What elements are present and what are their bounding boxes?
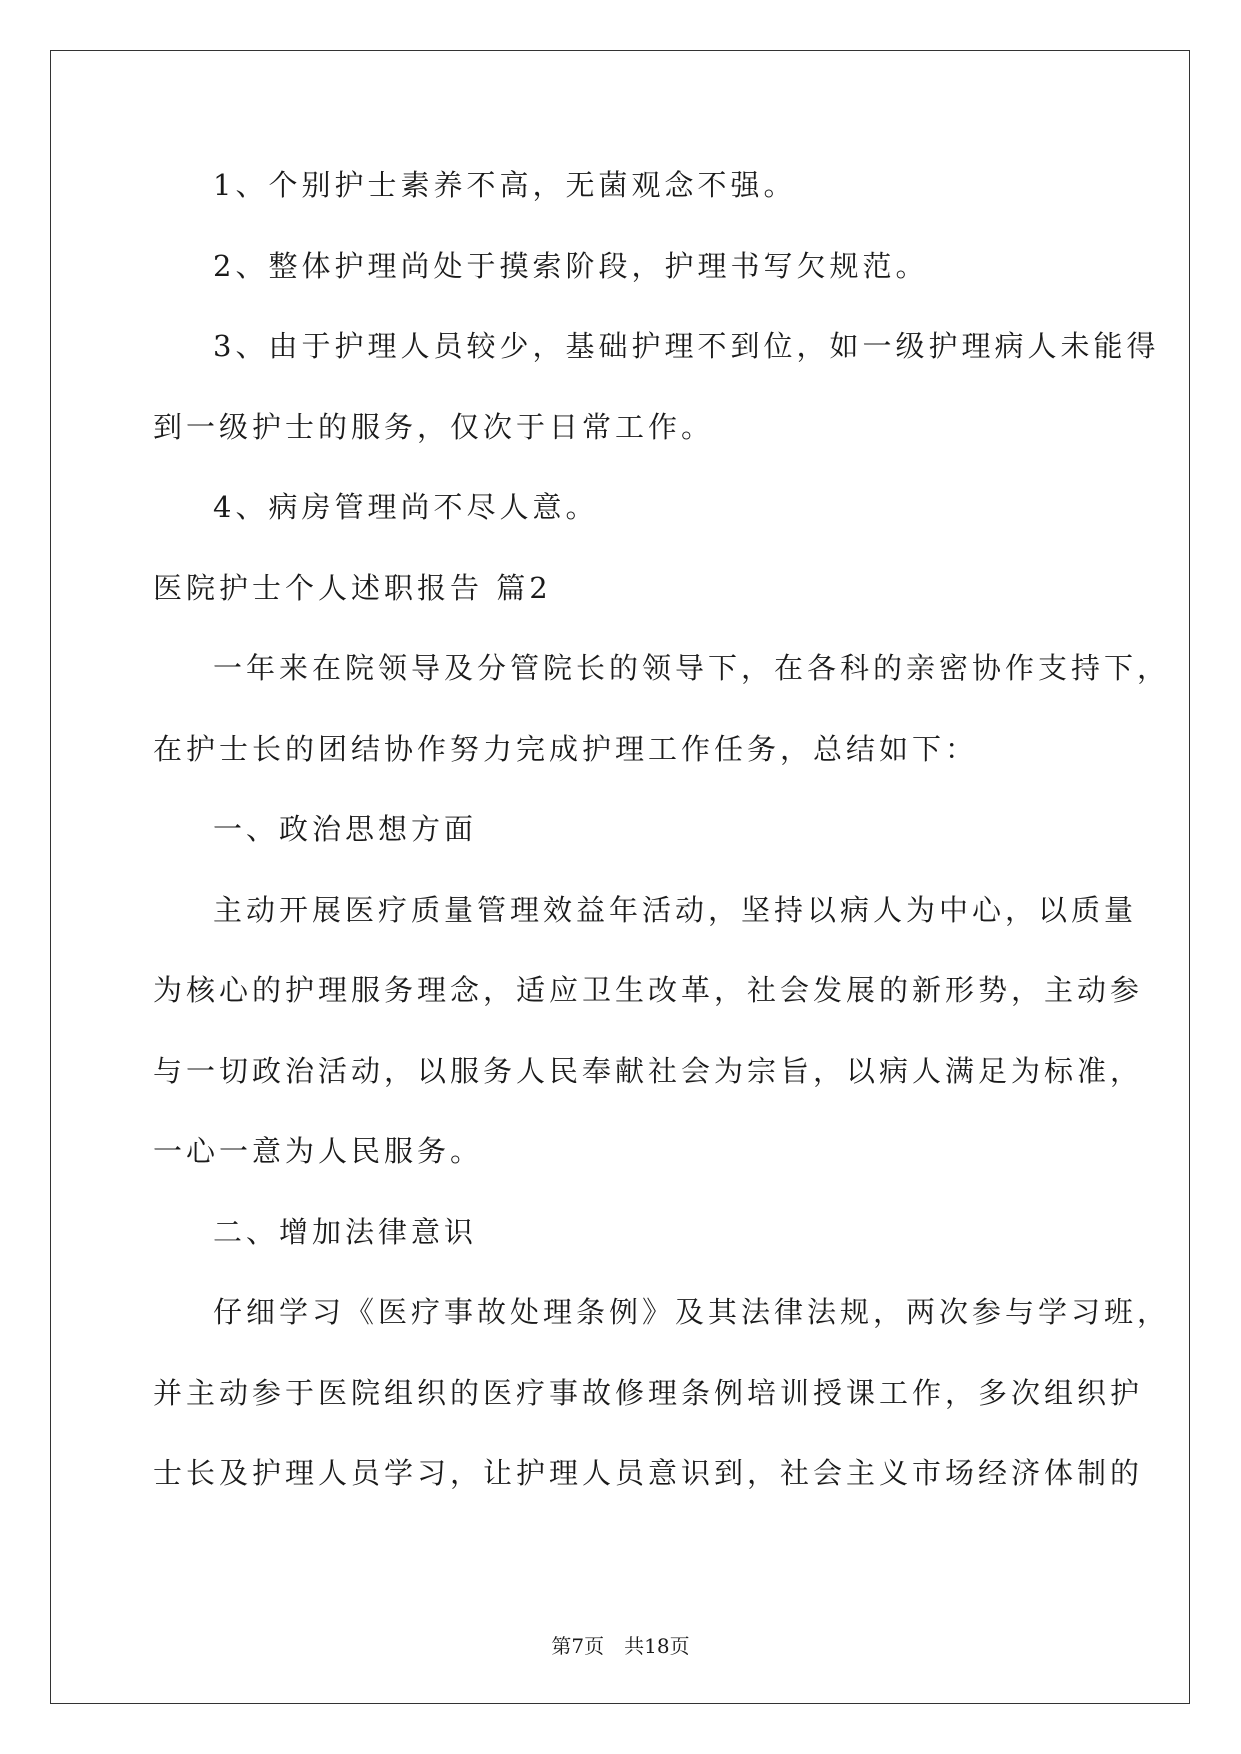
document-body: [153, 165, 1171, 1534]
paragraph-line: 一心一意为人民服务。: [153, 1134, 484, 1168]
subheading: 一、政治思想方面: [213, 812, 478, 846]
paragraph-line: 主动开展医疗质量管理效益年活动，坚持以病人为中心，以质量: [213, 892, 1138, 927]
paragraph-line: 为核心的护理服务理念，适应卫生改革，社会发展的新形势，主动参: [153, 973, 1144, 1007]
page-number: 第7页 共18页: [551, 1634, 690, 1658]
paragraph-line: 士长及护理人员学习，让护理人员意识到，社会主义市场经济体制的: [153, 1456, 1144, 1490]
paragraph-line: 1、个别护士素养不高，无菌观念不强。: [213, 168, 797, 202]
paragraph-line: 到一级护士的服务，仅次于日常工作。: [153, 409, 715, 444]
paragraph-line: 4、病房管理尚不尽人意。: [213, 490, 599, 524]
paragraph-line: 2、整体护理尚处于摸索阶段，护理书写欠规范。: [213, 248, 929, 283]
paragraph-line: 与一切政治活动，以服务人民奉献社会为宗旨，以病人满足为标准，: [153, 1053, 1144, 1088]
paragraph-line: 3、由于护理人员较少，基础护理不到位，如一级护理病人未能得: [213, 329, 1160, 363]
section-title: 医院护士个人述职报告 篇2: [153, 570, 552, 605]
paragraph-line: 仔细学习《医疗事故处理条例》及其法律法规，两次参与学习班，: [213, 1295, 1171, 1329]
paragraph-line: 并主动参于医院组织的医疗事故修理条例培训授课工作，多次组织护: [153, 1375, 1144, 1410]
paragraph-line: 一年来在院领导及分管院长的领导下，在各科的亲密协作支持下，: [213, 651, 1171, 685]
subheading: 二、增加法律意识: [213, 1214, 478, 1249]
paragraph-line: 在护士长的团结协作努力完成护理工作任务，总结如下：: [153, 731, 979, 766]
